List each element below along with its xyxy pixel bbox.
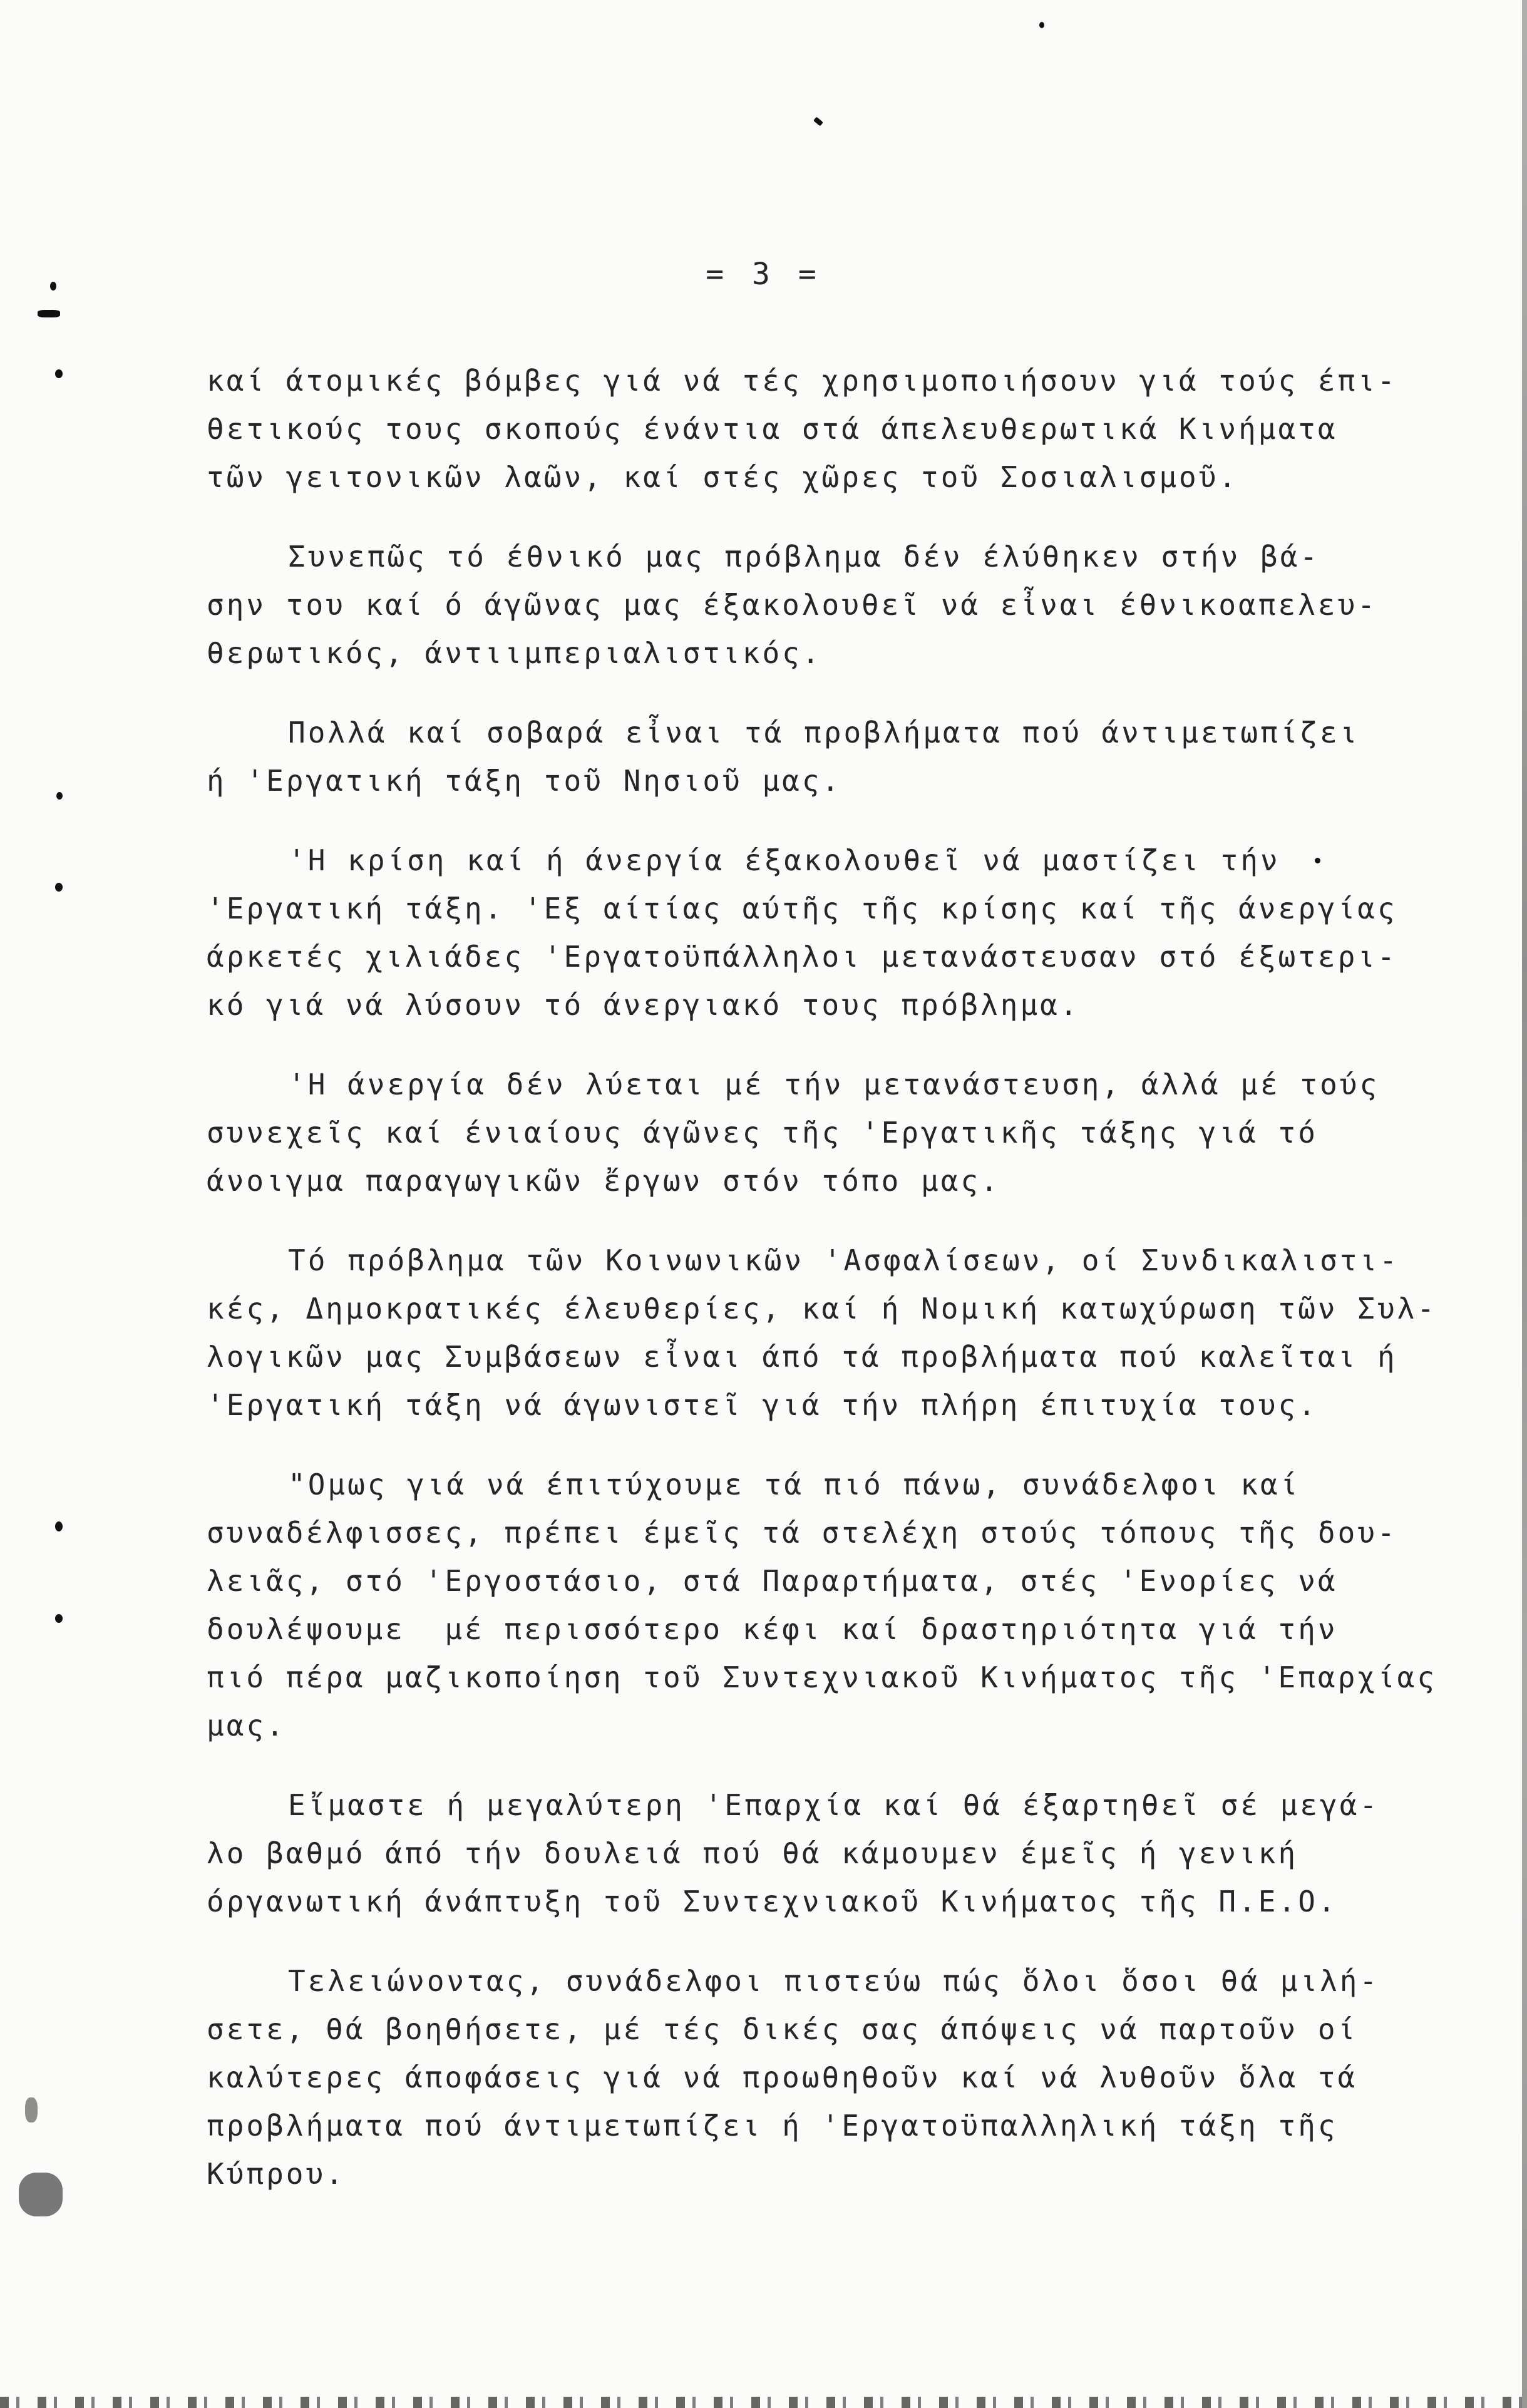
body-text	[207, 357, 1437, 2230]
scan-speck	[56, 792, 63, 800]
text-line: δουλέψουμε μέ περισσότερο κέφι καί δραστηριότητα γιά τήν	[207, 1612, 1338, 1646]
paragraph-4	[207, 836, 1397, 1029]
paragraph-8	[207, 1781, 1384, 1926]
scan-speck	[55, 1614, 63, 1623]
scan-speck	[1039, 22, 1044, 28]
text-line: Πολλά καί σοβαρά εἶναι τά προβλήματα πού άντιμετωπίζει	[288, 716, 1360, 749]
text-line: Συνεπῶς τό έθνικό μας πρόβλημα δέν έλύθηκεν στήν βά-	[288, 540, 1320, 574]
text-line: λογικῶν μας Συμβάσεων εἶναι άπό τά προβλήματα πού καλεῖται ή	[207, 1340, 1397, 1374]
text-line: πιό πέρα μαζικοποίηση τοῦ Συντεχνιακοῦ Κινήματος τῆς 'Επαρχίας	[207, 1660, 1437, 1694]
text-line: Εἴμαστε ή μεγαλύτερη 'Επαρχία καί θά έξαρτηθεῖ σέ μεγά-	[288, 1788, 1380, 1822]
text-line: λειᾶς, στό 'Εργοστάσιο, στά Παραρτήματα, στές 'Ενορίες νά	[207, 1564, 1338, 1598]
scan-speck	[50, 282, 56, 291]
paragraph-7	[207, 1461, 1437, 1750]
scan-right-edge	[1522, 0, 1527, 2408]
text-line: θετικούς τους σκοπούς ένάντια στά άπελευθερωτικά Κινήματα	[207, 412, 1338, 446]
paragraph-1	[207, 357, 1397, 502]
paragraph-6	[207, 1237, 1437, 1429]
text-line: προβλήματα πού άντιμετωπίζει ή 'Εργατοϋπαλληλική τάξη τῆς	[207, 2109, 1338, 2143]
text-line: ή 'Εργατική τάξη τοῦ Νησιοῦ μας.	[207, 764, 842, 798]
paragraph-2	[207, 533, 1384, 677]
scan-smudge	[19, 2173, 63, 2216]
paragraph-5	[207, 1061, 1384, 1205]
text-line: Τό πρόβλημα τῶν Κοινωνικῶν 'Ασφαλίσεων, οί Συνδικαλιστι-	[288, 1243, 1399, 1277]
text-line: συναδέλφισσες, πρέπει έμεῖς τά στελέχη στούς τόπους τῆς δου-	[207, 1516, 1397, 1550]
text-line: Τελειώνοντας, συνάδελφοι πιστεύω πώς ὅλοι ὅσοι θά μιλή-	[288, 1964, 1380, 1998]
scan-speck	[813, 116, 823, 126]
scan-speck	[55, 1521, 63, 1531]
page-number: = 3 =	[706, 257, 821, 292]
text-line: 'Η άνεργία δέν λύεται μέ τήν μετανάστευση, άλλά μέ τούς	[288, 1068, 1380, 1101]
scan-speck	[55, 883, 63, 892]
paragraph-3	[207, 709, 1384, 805]
scan-bottom-edge	[0, 2397, 1527, 2408]
text-line: θερωτικός, άντιιμπεριαλιστικός.	[207, 636, 822, 670]
text-line: 'Η κρίση καί ή άνεργία έξακολουθεῖ νά μαστίζει τήν	[288, 843, 1280, 877]
text-line: σην του καί ό άγῶνας μας έξακολουθεῖ νά εἶναι έθνικοαπελευ-	[207, 588, 1377, 622]
scan-speck	[38, 310, 60, 317]
text-line: μας.	[207, 1709, 286, 1742]
text-line: 'Εργατική τάξη. 'Εξ αίτίας αύτῆς τῆς κρίσης καί τῆς άνεργίας	[207, 892, 1397, 925]
scan-smudge	[25, 2097, 38, 2122]
text-line: άνοιγμα παραγωγικῶν ἔργων στόν τόπο μας.	[207, 1164, 1000, 1198]
scan-speck	[55, 369, 63, 378]
text-line: κό γιά νά λύσουν τό άνεργιακό τους πρόβλημα.	[207, 988, 1080, 1022]
text-line: Κύπρου.	[207, 2157, 346, 2191]
text-line: συνεχεῖς καί ένιαίους άγῶνες τῆς 'Εργατικῆς τάξης γιά τό	[207, 1116, 1318, 1150]
text-line: "Ομως γιά νά έπιτύχουμε τά πιό πάνω, συνάδελφοι καί	[288, 1468, 1300, 1501]
text-line: σετε, θά βοηθήσετε, μέ τές δικές σας άπόψεις νά παρτοῦν οί	[207, 2012, 1358, 2046]
text-line: 'Εργατική τάξη νά άγωνιστεῖ γιά τήν πλήρη έπιτυχία τους.	[207, 1388, 1318, 1422]
scan-speck	[1315, 858, 1320, 863]
text-line: καί άτομικές βόμβες γιά νά τές χρησιμοποιήσουν γιά τούς έπι-	[207, 364, 1397, 398]
text-line: λο βαθμό άπό τήν δουλειά πού θά κάμουμεν έμεῖς ή γενική	[207, 1836, 1298, 1870]
text-line: άρκετές χιλιάδες 'Εργατοϋπάλληλοι μετανάστευσαν στό έξωτερι-	[207, 940, 1397, 974]
text-line: όργανωτική άνάπτυξη τοῦ Συντεχνιακοῦ Κινήματος τῆς Π.Ε.Ο.	[207, 1885, 1338, 1918]
text-line: καλύτερες άποφάσεις γιά νά προωθηθοῦν καί νά λυθοῦν ὅλα τά	[207, 2061, 1358, 2094]
paragraph-9	[207, 1957, 1384, 2198]
text-line: τῶν γειτονικῶν λαῶν, καί στές χῶρες τοῦ Σοσιαλισμοῦ.	[207, 460, 1239, 494]
text-line: κές, Δημοκρατικές έλευθερίες, καί ή Νομική κατωχύρωση τῶν Συλ-	[207, 1292, 1437, 1325]
